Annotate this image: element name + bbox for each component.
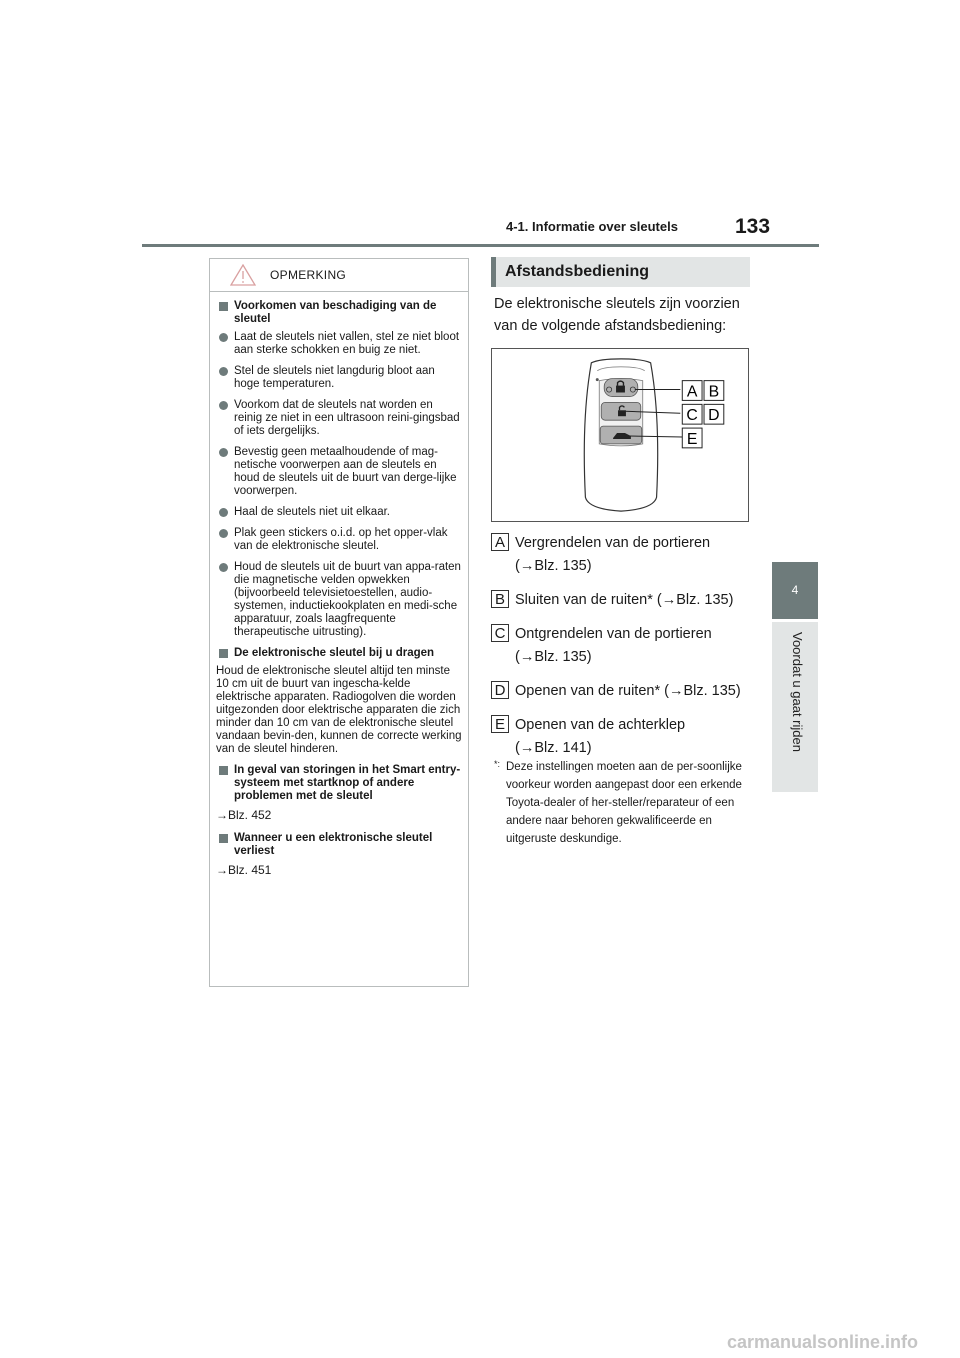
section-title: 4-1. Informatie over sleutels bbox=[506, 219, 678, 234]
notice-divider bbox=[210, 291, 468, 292]
page-reference-link[interactable]: →Blz. 451 bbox=[216, 863, 272, 877]
round-bullet-icon bbox=[219, 448, 228, 457]
chapter-title: Voordat u gaat rijden bbox=[790, 632, 805, 752]
header-divider bbox=[142, 244, 819, 247]
notice-title: OPMERKING bbox=[270, 268, 347, 282]
round-bullet-icon bbox=[219, 508, 228, 517]
item-tag: D bbox=[491, 681, 509, 699]
key-fob-figure bbox=[491, 348, 749, 522]
round-bullet-icon bbox=[219, 401, 228, 410]
footnote bbox=[494, 758, 749, 848]
notice-bullet: Stel de sleutels niet langdurig bloot aan hoge temperaturen. bbox=[216, 365, 462, 391]
figure-label-e: E bbox=[686, 430, 698, 448]
item-text: Openen van de ruiten* (→Blz. 135) bbox=[515, 683, 741, 699]
list-item bbox=[491, 532, 756, 577]
notice-bullet: Laat de sleutels niet vallen, stel ze niet bloot aan sterke schokken en buig ze niet. bbox=[216, 331, 462, 357]
watermark: carmanualsonline.info bbox=[727, 1332, 919, 1352]
footnote-text: Deze instellingen moeten aan de per-soonlijke voorkeur worden aangepast door een erkende Toyota-dealer of her-steller/reparateur of een andere naar behoren gekwalificeerde en uitgeruste deskundige. bbox=[506, 761, 742, 845]
notice-section-heading: Voorkomen van beschadiging van de sleutel bbox=[216, 300, 462, 326]
notice-bullet: Haal de sleutels niet uit elkaar. bbox=[216, 506, 462, 519]
square-bullet-icon bbox=[219, 302, 228, 311]
page-reference-link[interactable]: →Blz. 452 bbox=[216, 808, 272, 822]
page-reference-link[interactable]: (→Blz. 135) bbox=[515, 558, 592, 574]
page-reference-link[interactable]: (→Blz. 135) bbox=[515, 649, 592, 665]
square-bullet-icon bbox=[219, 834, 228, 843]
list-item bbox=[491, 589, 756, 611]
heading-accent-bar bbox=[491, 257, 496, 287]
round-bullet-icon bbox=[219, 333, 228, 342]
notice-section-heading: Wanneer u een elektronische sleutel verliest bbox=[216, 832, 462, 858]
chapter-tab[interactable]: 4 bbox=[772, 562, 818, 619]
item-text: Vergrendelen van de portieren bbox=[515, 535, 711, 551]
page-reference-link[interactable]: (→Blz. 141) bbox=[515, 740, 592, 756]
list-item bbox=[491, 714, 756, 759]
square-bullet-icon bbox=[219, 766, 228, 775]
item-text: Sluiten van de ruiten* (→Blz. 135) bbox=[515, 592, 734, 608]
item-tag: A bbox=[491, 533, 509, 551]
section-heading-title: Afstandsbediening bbox=[505, 263, 650, 280]
round-bullet-icon bbox=[219, 529, 228, 538]
section-heading bbox=[491, 257, 750, 287]
square-bullet-icon bbox=[219, 649, 228, 658]
warning-icon bbox=[230, 264, 256, 286]
figure-label-d: D bbox=[708, 407, 720, 425]
item-tag: B bbox=[491, 590, 509, 608]
notice-bullet: Houd de sleutels uit de buurt van appa-raten die magnetische velden opwekken (bijvoorbeeld televisietoestellen, audio-systemen, inductiekookplaten en medi-sche apparatuur, zoals laagfrequente therapeutische uitrusting). bbox=[216, 561, 462, 639]
notice-section-heading: De elektronische sleutel bij u dragen bbox=[216, 647, 462, 660]
notice-bullet: Voorkom dat de sleutels nat worden en reinig ze niet in een ultrasoon reini-gingsbad of iets dergelijks. bbox=[216, 399, 462, 438]
key-fob-illustration bbox=[492, 349, 748, 521]
figure-label-b: B bbox=[708, 383, 720, 401]
notice-box bbox=[209, 258, 469, 987]
list-item bbox=[491, 623, 756, 668]
notice-bullet: Bevestig geen metaalhoudende of mag-netische voorwerpen aan de sleutels en houd de sleutels uit de buurt van derge-lijke voorwerpen. bbox=[216, 446, 462, 498]
notice-section-heading: In geval van storingen in het Smart entry-systeem met startknop of andere problemen met de sleutel bbox=[216, 764, 462, 803]
item-text: Ontgrendelen van de portieren bbox=[515, 626, 712, 642]
footnote-mark: *: bbox=[494, 759, 501, 769]
remote-function-list bbox=[491, 532, 756, 771]
notice-header bbox=[216, 261, 462, 289]
figure-label-c: C bbox=[686, 407, 698, 425]
page-number: 133 bbox=[735, 215, 771, 238]
notice-bullet: Plak geen stickers o.i.d. op het opper-vlak van de elektronische sleutel. bbox=[216, 527, 462, 553]
item-text: Openen van de achterklep bbox=[515, 717, 686, 733]
intro-paragraph: De elektronische sleutels zijn voorzien van de volgende afstandsbediening: bbox=[494, 296, 740, 334]
item-tag: C bbox=[491, 624, 509, 642]
item-tag: E bbox=[491, 715, 509, 733]
round-bullet-icon bbox=[219, 563, 228, 572]
figure-label-a: A bbox=[686, 383, 698, 401]
list-item bbox=[491, 680, 756, 702]
round-bullet-icon bbox=[219, 367, 228, 376]
notice-paragraph: Houd de elektronische sleutel altijd ten minste 10 cm uit de buurt van ingescha-kelde elektrische apparaten. Radiogolven die worden uitgezonden door elektrische apparaten die zich minder dan 10 cm van de elektronische sleutel vandaan bevin-den, kunnen de correcte werking van de sleutel hinderen. bbox=[216, 665, 462, 755]
